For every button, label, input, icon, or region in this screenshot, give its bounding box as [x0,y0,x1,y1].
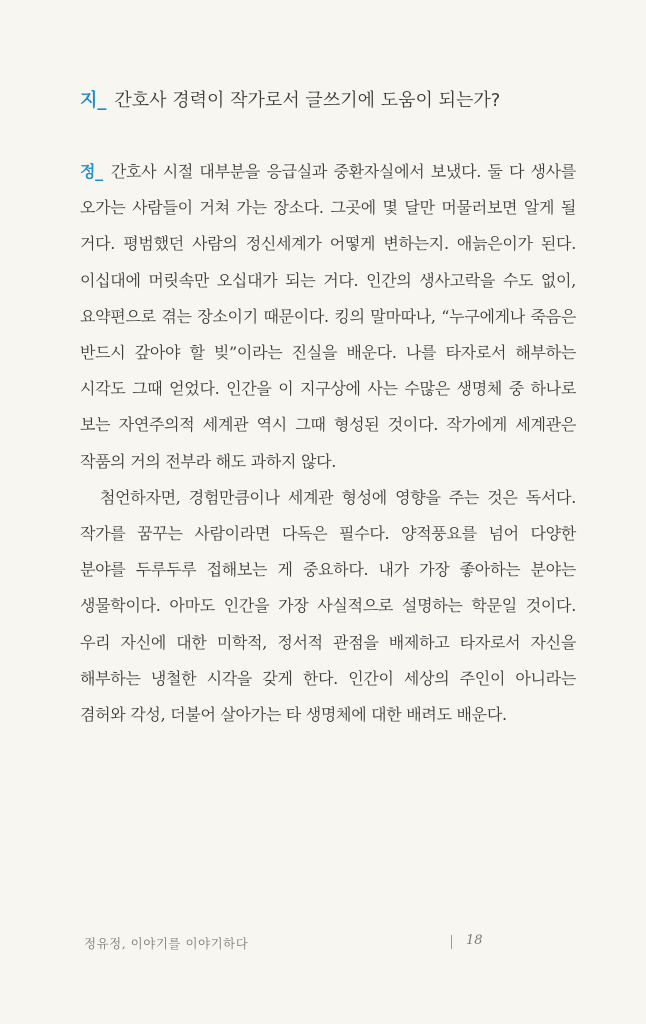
interview-answer [80,154,576,733]
answer-paragraph-1 [80,154,576,480]
interviewee-marker: 정_ [80,162,103,181]
page-number: 18 [466,933,483,948]
running-title: 정유정, 이야기를 이야기하다 [84,936,249,951]
footer-divider [451,935,452,949]
question-text: 간호사 경력이 작가로서 글쓰기에 도움이 되는가? [114,90,501,111]
interviewer-marker: 지_ [80,90,107,111]
interview-question [80,86,580,116]
answer-paragraph-2: 첨언하자면, 경험만큼이나 세계관 형성에 영향을 주는 것은 독서다. 작가를 꿈꾸는 사람이라면 다독은 필수다. 양적풍요를 넘어 다양한 분야를 두루두루 접해보는 게 중요하다. 내가 가장 좋아하는 분야는 생물학이다. 아마도 인간을 가장 사실적으로 설명하는 학문일 것이다. 우리 자신에 대한 미학적, 정서적 관점을 배제하고 타자로서 자신을 해부하는 냉철한 시각을 갖게 한다. 인간이 세상의 주인이 아니라는 겸허와 각성, 더불어 살아가는 타 생명체에 대한 배려도 배운다. [80,487,576,725]
answer-paragraph-1-text: 간호사 시절 대부분을 응급실과 중환자실에서 보냈다. 둘 다 생사를 오가는 사람들이 거쳐 가는 장소다. 그곳에 몇 달만 머물러보면 알게 될 거다. 평범했던 사람의 정신세계가 어떻게 변하는지. 애늙은이가 된다. 이십대에 머릿속만 오십대가 되는 거다. 인간의 생사고락을 수도 없이, 요약편으로 겪는 장소이기 때문이다. 킹의 말마따나, “누구에게나 죽음은 반드시 갚아야 할 빚”이라는 진실을 배운다. 나를 타자로서 해부하는 시각도 그때 얻었다. 인간을 이 지구상에 사는 수많은 생명체 중 하나로 보는 자연주의적 세계관 역시 그때 형성된 것이다. 작가에게 세계관은 작품의 거의 전부라 해도 과하지 않다. [80,162,576,471]
